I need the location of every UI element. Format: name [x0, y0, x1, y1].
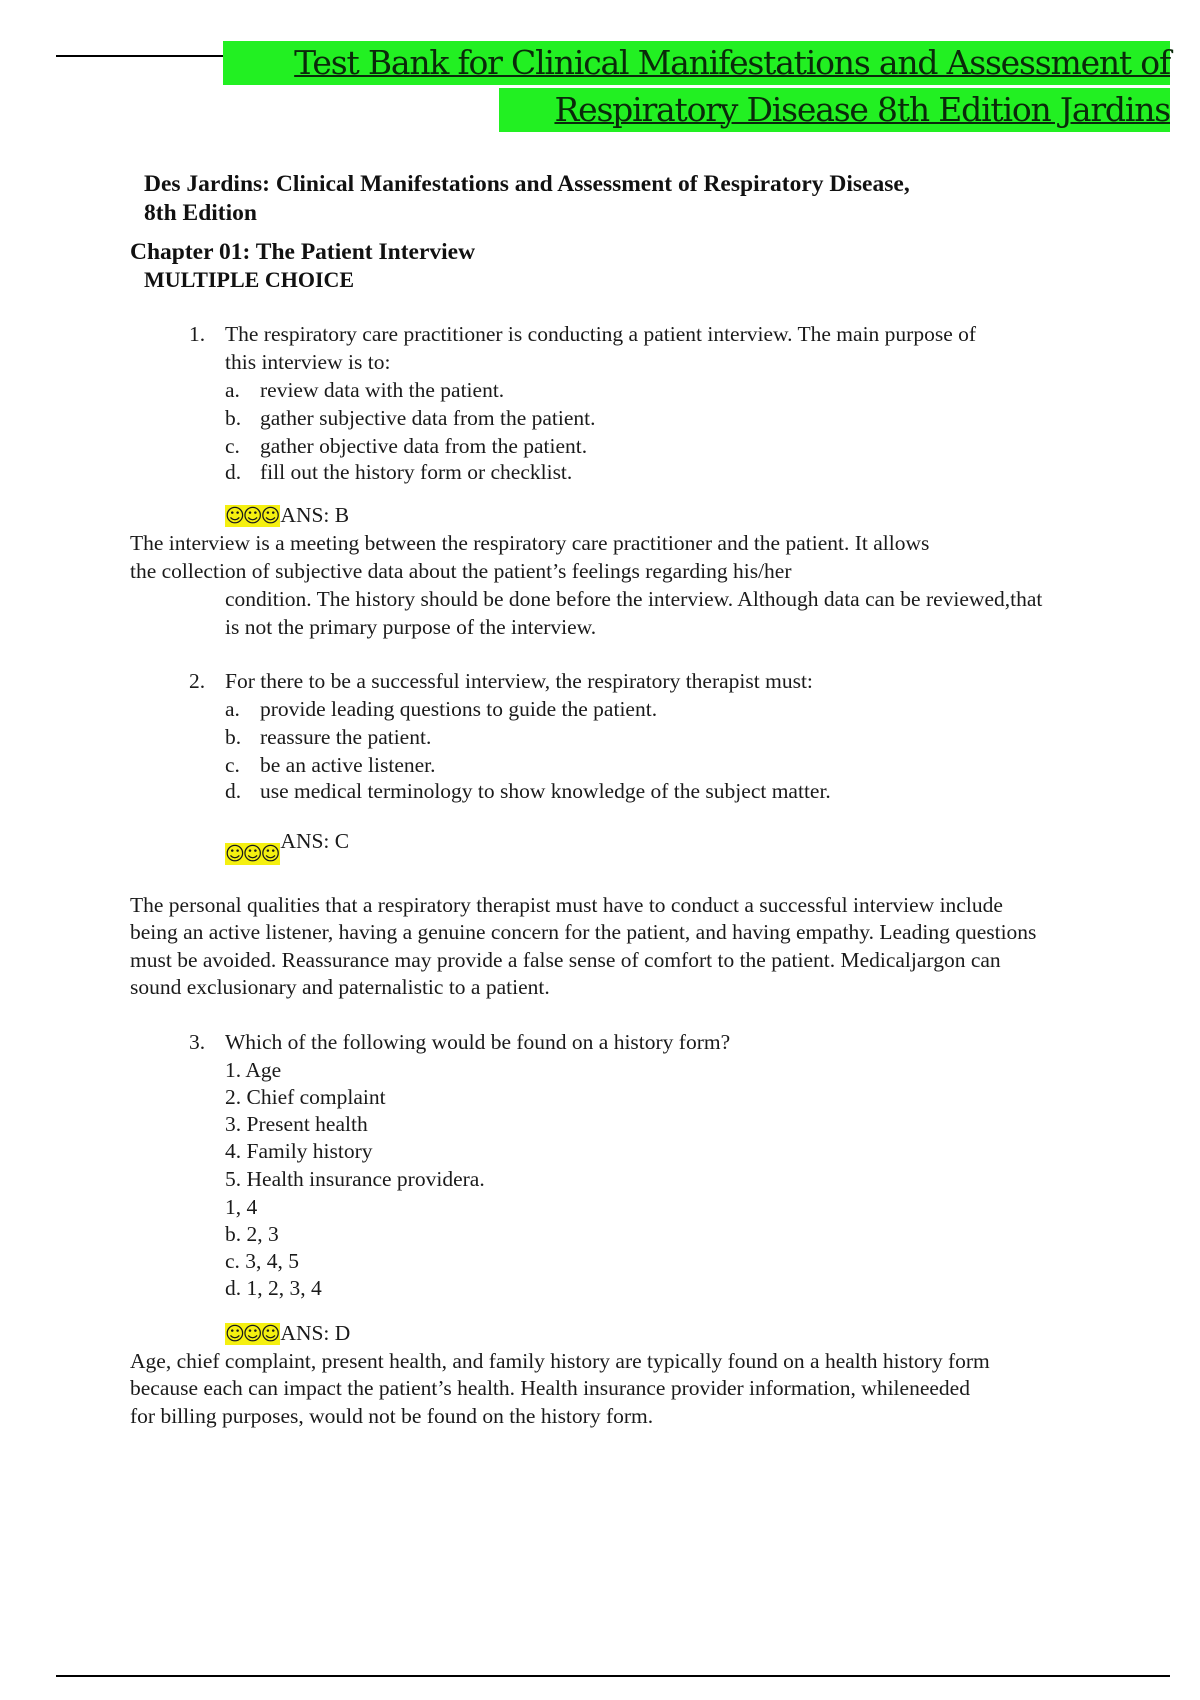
rationale-line: The interview is a meeting between the respiratory care practitioner and the patient. It allows — [130, 531, 930, 555]
book-heading-line1: Des Jardins: Clinical Manifestations and Assessment of Respiratory Disease, — [144, 171, 910, 197]
answer-text: ANS: D — [280, 1321, 351, 1345]
answer-text: ANS: B — [280, 503, 350, 527]
rationale-line: the collection of subjective data about the patient’s feelings regarding his/her — [130, 559, 792, 583]
list-item: 5. Health insurance providera. — [225, 1167, 485, 1191]
option-a — [225, 696, 657, 722]
list-item: 3. Present health — [225, 1112, 368, 1136]
option-d — [225, 778, 831, 804]
option-text: provide leading questions to guide the patient. — [260, 697, 658, 721]
bottom-rule — [56, 1675, 1170, 1677]
rationale-line: because each can impact the patient’s health. Health insurance provider information, whileneeded — [130, 1376, 970, 1400]
option-label: c. — [225, 753, 240, 777]
option-c — [225, 752, 436, 778]
option-b: b. 2, 3 — [225, 1222, 279, 1246]
option-c: c. 3, 4, 5 — [225, 1249, 300, 1273]
smiley-icon: ☺☺☺ — [225, 505, 279, 527]
rationale-line: being an active listener, having a genuine concern for the patient, and having empathy. Leading questions — [130, 920, 1037, 944]
option-text: gather subjective data from the patient. — [260, 406, 596, 430]
rationale-line: The personal qualities that a respiratory therapist must have to conduct a successful interview include — [130, 893, 1003, 917]
option-text: fill out the history form or checklist. — [260, 460, 573, 484]
question-stem: The respiratory care practitioner is conducting a patient interview. The main purpose of — [225, 322, 977, 346]
option-label: d. — [225, 460, 242, 484]
option-b — [225, 724, 431, 750]
option-label: d. — [225, 779, 242, 803]
smiley-icon: ☺☺☺ — [225, 1323, 279, 1345]
question-stem: Which of the following would be found on a history form? — [225, 1030, 731, 1054]
section-heading: MULTIPLE CHOICE — [144, 267, 355, 292]
question-number: 2. — [189, 669, 206, 693]
chapter-heading: Chapter 01: The Patient Interview — [130, 239, 476, 265]
answer-line — [225, 828, 350, 865]
option-label: a. — [225, 697, 240, 721]
rationale-line: must be avoided. Reassurance may provide a false sense of comfort to the patient. Medicaljargon can — [130, 948, 1001, 972]
question-number: 1. — [189, 322, 206, 346]
option-text: reassure the patient. — [260, 725, 432, 749]
rationale-line: Age, chief complaint, present health, and family history are typically found on a health history form — [130, 1349, 990, 1373]
list-item: 2. Chief complaint — [225, 1085, 386, 1109]
option-text: be an active listener. — [260, 753, 436, 777]
rationale-line: is not the primary purpose of the interview. — [225, 615, 597, 639]
document-title-line1: Test Bank for Clinical Manifestations and Assessment of — [223, 41, 1170, 85]
option-c — [225, 433, 587, 459]
list-item: 4. Family history — [225, 1139, 373, 1163]
option-d: d. 1, 2, 3, 4 — [225, 1276, 322, 1300]
rationale-line: for billing purposes, would not be found on the history form. — [130, 1404, 654, 1428]
option-a: 1, 4 — [225, 1195, 258, 1219]
document-title-line2: Respiratory Disease 8th Edition Jardins — [499, 88, 1170, 132]
question-number: 3. — [189, 1030, 206, 1054]
option-label: b. — [225, 725, 242, 749]
option-d — [225, 459, 572, 485]
list-item: 1. Age — [225, 1058, 282, 1082]
answer-line — [225, 502, 349, 529]
answer-line — [225, 1320, 350, 1347]
option-label: b. — [225, 406, 242, 430]
option-text: review data with the patient. — [260, 378, 505, 402]
option-a — [225, 377, 504, 403]
option-text: gather objective data from the patient. — [260, 434, 588, 458]
smiley-icon: ☺☺☺ — [225, 843, 279, 865]
option-text: use medical terminology to show knowledge of the subject matter. — [260, 779, 831, 803]
book-heading-line2: 8th Edition — [144, 200, 257, 226]
question-stem: this interview is to: — [225, 350, 391, 374]
answer-text: ANS: C — [280, 829, 350, 853]
rationale-line: condition. The history should be done before the interview. Although data can be reviewed,that — [225, 587, 1043, 611]
option-label: a. — [225, 378, 240, 402]
question-stem: For there to be a successful interview, the respiratory therapist must: — [225, 669, 813, 693]
top-rule — [56, 55, 224, 57]
option-b — [225, 405, 596, 431]
rationale-line: sound exclusionary and paternalistic to a patient. — [130, 975, 550, 999]
option-label: c. — [225, 434, 240, 458]
